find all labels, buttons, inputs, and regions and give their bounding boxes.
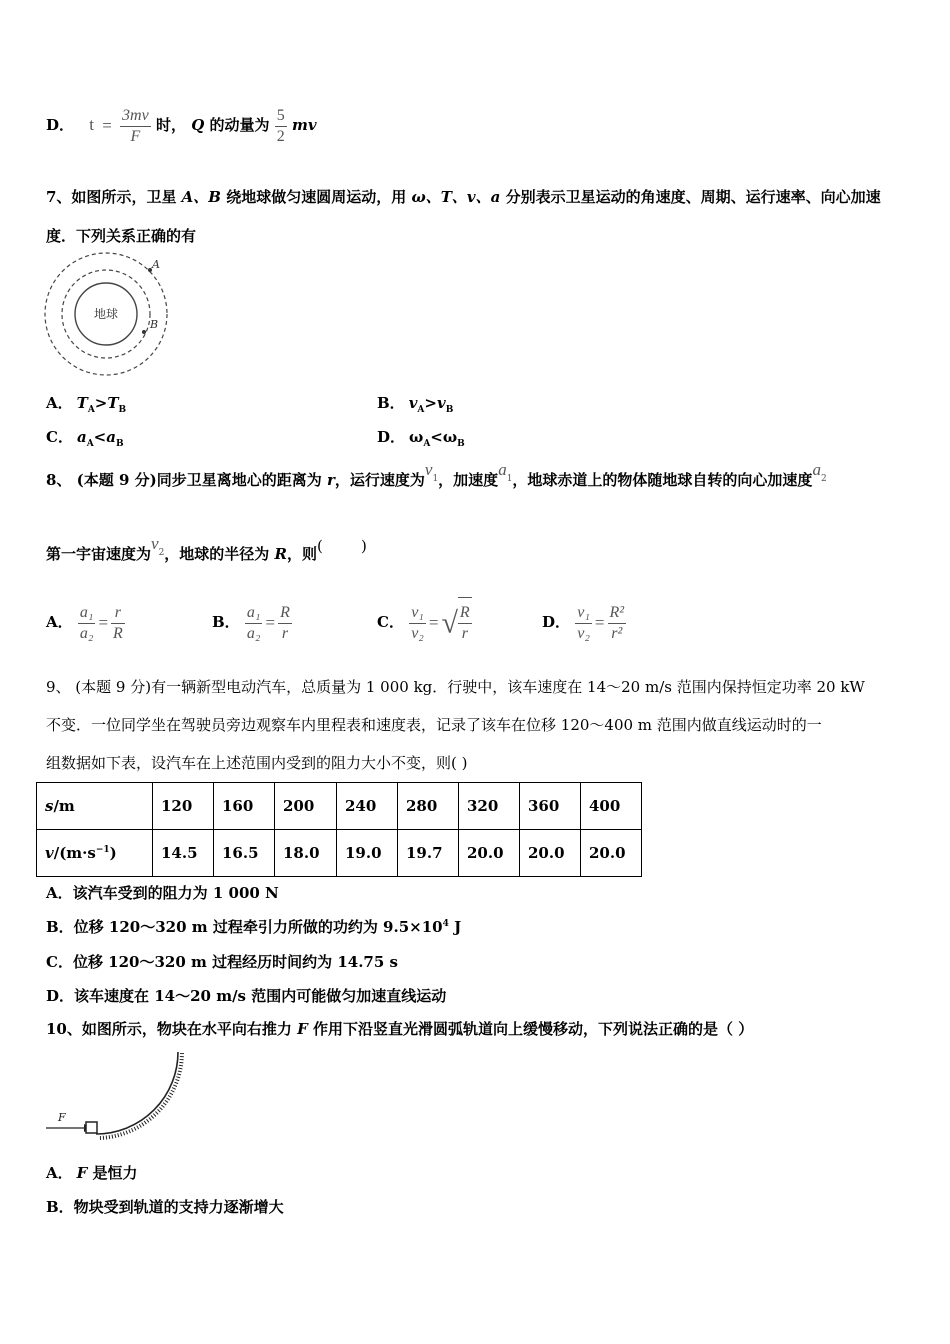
sub: A <box>417 405 425 415</box>
fraction-numerator: 3mv <box>120 106 151 127</box>
q6-option-d: D． t = $\frac{3mv}{F}$ 时， Q 的动量为 $\frac{5}{2}$ mv <box>46 106 317 145</box>
sub: B <box>118 405 127 415</box>
fraction-denominator: 2 <box>276 127 285 145</box>
table-cell: 400 <box>581 783 642 830</box>
var-r: r <box>326 471 335 489</box>
rhs-fraction <box>608 603 627 644</box>
var-a1: a <box>498 460 507 479</box>
equals: = <box>265 613 276 632</box>
den: v₂ <box>577 624 590 642</box>
momentum-symbol: Q <box>191 116 205 134</box>
q8-option-d <box>542 596 626 649</box>
answer-paren: ( ) <box>317 537 367 555</box>
num: a₁ <box>245 603 263 624</box>
var-F: F <box>76 1164 88 1182</box>
arc-track-figure <box>44 1048 190 1140</box>
force-label: F <box>58 1111 66 1124</box>
q9-option-a: A．该汽车受到的阻力为 1 000 N <box>46 884 279 902</box>
arc-track-hatch <box>100 1052 182 1138</box>
sub: 1 <box>432 474 439 484</box>
option-label: B． <box>212 613 240 631</box>
table-cell: 20.0 <box>459 830 520 877</box>
table-cell: 14.5 <box>153 830 214 877</box>
q9-stem-line2: 不变．一位同学坐在驾驶员旁边观察车内里程表和速度表，记录了该车在位移 120～400 m 范围内做直线运动时的一 <box>46 716 822 734</box>
mv-symbol: mv <box>291 116 317 134</box>
satellite-a-label: A <box>152 258 160 271</box>
five-halves-fraction <box>275 106 287 147</box>
op: > <box>94 394 108 412</box>
den: v₂ <box>411 624 424 642</box>
sub: 2 <box>158 548 165 558</box>
var: ω <box>442 428 458 446</box>
text: B．位移 120～320 m 过程牵引力所做的功约为 9.5×10 <box>46 918 443 936</box>
table-cell: 20.0 <box>581 830 642 877</box>
fraction-denominator: F <box>130 127 141 145</box>
lhs-fraction <box>78 603 96 644</box>
var-R: R <box>274 545 287 563</box>
sub: B <box>115 439 124 449</box>
rhs-fraction <box>458 603 472 644</box>
table-cell: 120 <box>153 783 214 830</box>
var: ω <box>409 428 424 446</box>
option-text-mid: 时， <box>155 116 186 134</box>
var: v <box>436 394 446 412</box>
sup: 4 <box>442 919 449 929</box>
den: r <box>461 625 468 643</box>
sub: A <box>86 439 94 449</box>
q9-stem-line1: 9、 (本题 9 分)有一辆新型电动汽车，总质量为 1 000 kg．行驶中，该车速度在 14～20 m/s 范围内保持恒定功率 20 kW <box>46 678 865 696</box>
option-label: D． <box>377 428 406 446</box>
var: v <box>45 844 54 862</box>
var-F: F <box>297 1020 308 1038</box>
lhs-fraction <box>575 603 592 644</box>
time-fraction <box>120 106 151 147</box>
option-label: D． <box>46 116 75 134</box>
time-symbol: t <box>89 115 94 134</box>
op: > <box>424 394 437 412</box>
text: 作用下沿竖直光滑圆弧轨道向上缓慢移动，下列说法正确的是（ ） <box>307 1020 754 1038</box>
q9-stem-line3: 组数据如下表，设汽车在上述范围内受到的阻力大小不变，则( ) <box>46 754 468 772</box>
q9-option-d: D．该车速度在 14～20 m/s 范围内可能做匀加速直线运动 <box>46 987 447 1005</box>
num: R <box>278 603 292 624</box>
sub: 1 <box>506 474 513 484</box>
equals: = <box>594 613 605 632</box>
var: s <box>45 797 54 815</box>
equals: = <box>98 613 109 632</box>
text: 绕地球做匀速圆周运动，用 <box>221 188 412 206</box>
unit: /(m·s <box>53 844 96 862</box>
var: a <box>106 428 116 446</box>
var: v <box>408 394 418 412</box>
option-label: C． <box>46 428 73 446</box>
sub: A <box>423 439 431 449</box>
q9-option-c: C．位移 120～320 m 过程经历时间约为 14.75 s <box>46 953 398 971</box>
q8-option-a <box>46 596 125 649</box>
table-cell: 19.7 <box>398 830 459 877</box>
table-cell: 320 <box>459 783 520 830</box>
den: r <box>281 624 289 642</box>
q7-stem-line1 <box>46 186 881 207</box>
table-cell: 18.0 <box>275 830 337 877</box>
num: a₁ <box>78 603 96 624</box>
q7-option-a <box>46 392 126 415</box>
num: v₁ <box>575 603 592 624</box>
num: R <box>458 603 472 624</box>
var-v2: v <box>151 534 159 553</box>
var: T <box>107 394 119 412</box>
option-label: B． <box>377 394 405 412</box>
text: 7、如图所示，卫星 <box>46 188 182 206</box>
table-cell: 19.0 <box>337 830 398 877</box>
square-root <box>441 597 471 650</box>
radical-sign: √ <box>441 606 458 639</box>
var: a <box>76 428 87 446</box>
satellite-b <box>142 330 146 334</box>
rhs-fraction <box>111 603 125 644</box>
num: v₁ <box>409 603 426 624</box>
option-label: A． <box>46 1164 73 1182</box>
q7-option-b <box>377 392 453 415</box>
row-header <box>37 783 153 830</box>
fraction-numerator: 5 <box>275 106 287 127</box>
q9-option-b <box>46 916 461 937</box>
num: R² <box>608 603 627 624</box>
q7-option-c <box>46 426 124 449</box>
unit: /m <box>53 797 75 815</box>
option-label: D． <box>542 613 571 631</box>
text: ，加速度 <box>438 471 499 489</box>
table-cell: 20.0 <box>520 830 581 877</box>
text: ，地球赤道上的物体随地球自转的向心加速度 <box>512 471 813 489</box>
lhs-fraction <box>409 603 426 644</box>
den: r² <box>611 624 623 642</box>
sub: A <box>87 405 95 415</box>
table-cell: 200 <box>275 783 337 830</box>
displacement-speed-table <box>36 782 642 877</box>
text: ，运行速度为 <box>334 471 425 489</box>
equals: = <box>428 613 439 632</box>
q10-option-b: B．物块受到轨道的支持力逐渐增大 <box>46 1198 284 1216</box>
sub: B <box>457 439 465 449</box>
earth-label: 地球 <box>93 307 119 321</box>
sub: 2 <box>820 474 827 484</box>
arc-track <box>96 1052 178 1134</box>
q10-stem <box>46 1018 753 1039</box>
sup: −1 <box>95 845 110 855</box>
option-label: C． <box>377 613 404 631</box>
q7-option-d <box>377 426 465 449</box>
text: ，地球的半径为 <box>164 545 275 563</box>
text: J <box>448 918 462 936</box>
q7-stem-line2: 度．下列关系正确的有 <box>46 227 197 245</box>
var: T <box>76 394 88 412</box>
text: 是恒力 <box>87 1164 138 1182</box>
unit-close: ) <box>109 844 117 862</box>
satellite-names: A、B <box>181 188 221 206</box>
q8-stem-line1 <box>46 458 827 498</box>
q8-option-c <box>377 596 472 650</box>
op: < <box>430 428 443 446</box>
rhs-fraction <box>278 603 292 644</box>
option-text: 的动量为 <box>204 116 270 134</box>
table-row <box>37 830 642 877</box>
q10-option-a <box>46 1162 138 1183</box>
var-v1: v <box>424 460 433 479</box>
var-a2: a <box>812 460 821 479</box>
table-cell: 160 <box>214 783 275 830</box>
table-row <box>37 783 642 830</box>
table-cell: 360 <box>520 783 581 830</box>
table-cell: 16.5 <box>214 830 275 877</box>
q8-stem-line2 <box>46 532 367 572</box>
op: < <box>93 428 107 446</box>
variable-list: ω、T、v、a <box>411 188 501 206</box>
table-cell: 280 <box>398 783 459 830</box>
satellite-orbit-figure <box>40 250 172 380</box>
den: a₂ <box>79 624 94 642</box>
table-cell: 240 <box>337 783 398 830</box>
sub: B <box>445 405 454 415</box>
lhs-fraction <box>245 603 263 644</box>
text: ，则 <box>287 545 318 563</box>
text: 10、如图所示，物块在水平向右推力 <box>46 1020 298 1038</box>
den: R <box>113 624 123 642</box>
text: 第一宇宙速度为 <box>46 545 152 563</box>
text: 分别表示卫星运动的角速度、周期、运行速率、向心加速 <box>500 188 881 206</box>
den: a₂ <box>246 624 261 642</box>
block <box>86 1122 97 1133</box>
option-label: A． <box>46 613 73 631</box>
option-label: A． <box>46 394 73 412</box>
satellite-b-label: B <box>150 318 159 331</box>
text: 8、 (本题 9 分)同步卫星离地心的距离为 <box>46 471 327 489</box>
row-header <box>37 830 153 877</box>
q8-option-b <box>212 596 292 649</box>
num: r <box>111 603 125 624</box>
